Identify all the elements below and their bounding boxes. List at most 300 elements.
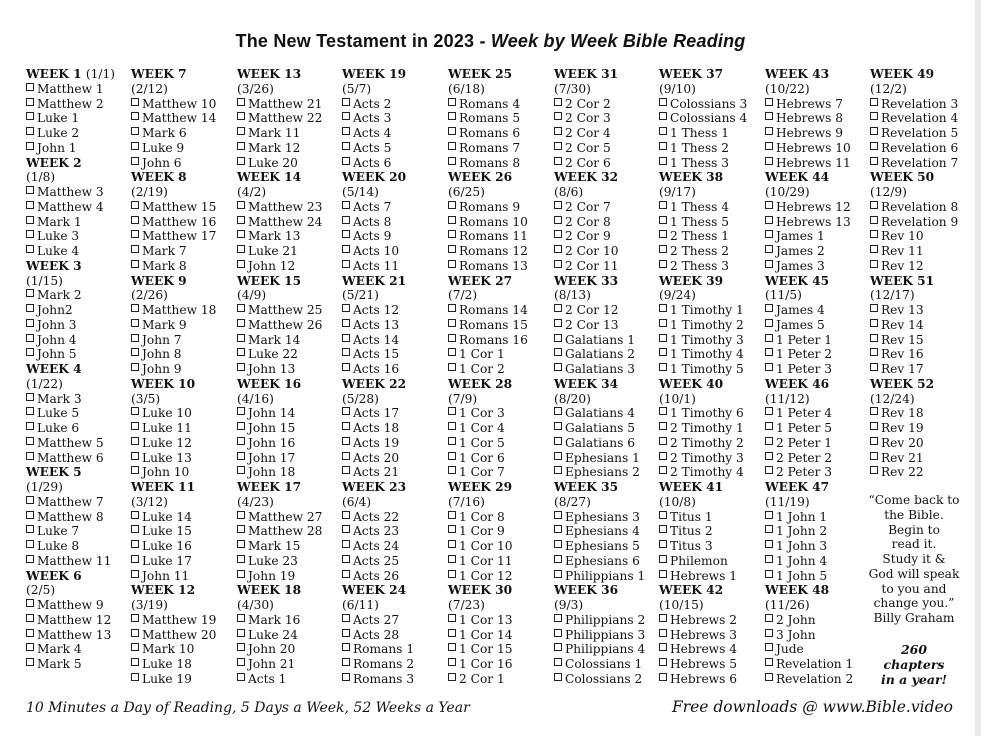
checkbox-icon[interactable] <box>26 422 34 430</box>
checkbox-icon[interactable] <box>448 614 456 622</box>
checkbox-icon[interactable] <box>659 673 667 681</box>
checkbox-icon[interactable] <box>342 466 350 474</box>
checkbox-icon[interactable] <box>342 452 350 460</box>
checkbox-icon[interactable] <box>554 540 562 548</box>
checkbox-icon[interactable] <box>342 437 350 445</box>
checkbox-icon[interactable] <box>659 157 667 165</box>
checkbox-icon[interactable] <box>448 658 456 666</box>
checkbox-icon[interactable] <box>870 334 878 342</box>
checkbox-icon[interactable] <box>342 260 350 268</box>
checkbox-icon[interactable] <box>237 511 245 519</box>
checkbox-icon[interactable] <box>554 98 562 106</box>
checkbox-icon[interactable] <box>26 304 34 312</box>
checkbox-icon[interactable] <box>659 466 667 474</box>
checkbox-icon[interactable] <box>237 540 245 548</box>
checkbox-icon[interactable] <box>659 555 667 563</box>
checkbox-icon[interactable] <box>554 525 562 533</box>
checkbox-icon[interactable] <box>342 98 350 106</box>
checkbox-icon[interactable] <box>659 142 667 150</box>
checkbox-icon[interactable] <box>448 348 456 356</box>
checkbox-icon[interactable] <box>870 363 878 371</box>
checkbox-icon[interactable] <box>554 319 562 327</box>
reading-item <box>554 141 658 156</box>
checkbox-icon[interactable] <box>765 466 773 474</box>
checkbox-icon[interactable] <box>131 614 139 622</box>
checkbox-icon[interactable] <box>448 201 456 209</box>
checkbox-icon[interactable] <box>131 334 139 342</box>
reading-passage: 1 Cor 2 <box>459 362 505 376</box>
checkbox-icon[interactable] <box>131 570 139 578</box>
checkbox-icon[interactable] <box>26 216 34 224</box>
checkbox-icon[interactable] <box>342 201 350 209</box>
reading-passage: Philemon <box>670 553 728 568</box>
checkbox-icon[interactable] <box>237 127 245 135</box>
checkbox-icon[interactable] <box>659 511 667 519</box>
checkbox-icon[interactable] <box>448 334 456 342</box>
checkbox-icon[interactable] <box>342 673 350 681</box>
checkbox-icon[interactable] <box>554 466 562 474</box>
checkbox-icon[interactable] <box>765 614 773 622</box>
checkbox-icon[interactable] <box>448 245 456 253</box>
checkbox-icon[interactable] <box>26 127 34 135</box>
checkbox-icon[interactable] <box>659 658 667 666</box>
reading-passage: Matthew 2 <box>37 96 104 111</box>
checkbox-icon[interactable] <box>659 422 667 430</box>
checkbox-icon[interactable] <box>342 245 350 253</box>
checkbox-icon[interactable] <box>342 658 350 666</box>
week-date-line <box>765 598 869 613</box>
checkbox-icon[interactable] <box>870 348 878 356</box>
checkbox-icon[interactable] <box>765 304 773 312</box>
checkbox-icon[interactable] <box>659 348 667 356</box>
checkbox-icon[interactable] <box>26 83 34 91</box>
checkbox-icon[interactable] <box>26 407 34 415</box>
reading-item <box>554 436 658 451</box>
reading-item <box>870 451 974 466</box>
checkbox-icon[interactable] <box>26 186 34 194</box>
checkbox-icon[interactable] <box>26 201 34 209</box>
checkbox-icon[interactable] <box>870 216 878 224</box>
checkbox-icon[interactable] <box>554 230 562 238</box>
checkbox-icon[interactable] <box>448 643 456 651</box>
reading-item <box>554 111 658 126</box>
checkbox-icon[interactable] <box>342 304 350 312</box>
checkbox-icon[interactable] <box>554 348 562 356</box>
checkbox-icon[interactable] <box>448 511 456 519</box>
checkbox-icon[interactable] <box>659 525 667 533</box>
checkbox-icon[interactable] <box>659 304 667 312</box>
checkbox-icon[interactable] <box>659 319 667 327</box>
checkbox-icon[interactable] <box>765 98 773 106</box>
checkbox-icon[interactable] <box>765 260 773 268</box>
checkbox-icon[interactable] <box>26 112 34 120</box>
checkbox-icon[interactable] <box>554 555 562 563</box>
checkbox-icon[interactable] <box>342 363 350 371</box>
checkbox-icon[interactable] <box>659 245 667 253</box>
checkbox-icon[interactable] <box>659 570 667 578</box>
checkbox-icon[interactable] <box>765 230 773 238</box>
checkbox-icon[interactable] <box>448 260 456 268</box>
checkbox-icon[interactable] <box>26 555 34 563</box>
checkbox-icon[interactable] <box>342 629 350 637</box>
checkbox-icon[interactable] <box>765 127 773 135</box>
checkbox-icon[interactable] <box>659 614 667 622</box>
reading-item <box>342 628 446 643</box>
checkbox-icon[interactable] <box>870 452 878 460</box>
checkbox-icon[interactable] <box>448 525 456 533</box>
checkbox-icon[interactable] <box>26 348 34 356</box>
checkbox-icon[interactable] <box>342 407 350 415</box>
checkbox-icon[interactable] <box>448 629 456 637</box>
checkbox-icon[interactable] <box>554 363 562 371</box>
checkbox-icon[interactable] <box>237 466 245 474</box>
checkbox-icon[interactable] <box>765 334 773 342</box>
checkbox-icon[interactable] <box>659 334 667 342</box>
checkbox-icon[interactable] <box>26 599 34 607</box>
checkbox-icon[interactable] <box>765 348 773 356</box>
week-date-line <box>659 495 763 510</box>
checkbox-icon[interactable] <box>765 422 773 430</box>
checkbox-icon[interactable] <box>870 142 878 150</box>
checkbox-icon[interactable] <box>765 540 773 548</box>
checkbox-icon[interactable] <box>765 245 773 253</box>
reading-item <box>26 657 130 672</box>
checkbox-icon[interactable] <box>131 363 139 371</box>
reading-passage: Acts 19 <box>353 435 400 450</box>
checkbox-icon[interactable] <box>237 201 245 209</box>
checkbox-icon[interactable] <box>765 363 773 371</box>
checkbox-icon[interactable] <box>237 452 245 460</box>
checkbox-icon[interactable] <box>342 142 350 150</box>
checkbox-icon[interactable] <box>659 98 667 106</box>
week-label: WEEK 49 <box>870 67 935 81</box>
checkbox-icon[interactable] <box>870 466 878 474</box>
checkbox-icon[interactable] <box>237 363 245 371</box>
checkbox-icon[interactable] <box>554 216 562 224</box>
checkbox-icon[interactable] <box>765 511 773 519</box>
week-date-line <box>765 185 869 200</box>
checkbox-icon[interactable] <box>554 407 562 415</box>
checkbox-icon[interactable] <box>448 555 456 563</box>
checkbox-icon[interactable] <box>237 142 245 150</box>
checkbox-icon[interactable] <box>342 422 350 430</box>
checkbox-icon[interactable] <box>237 658 245 666</box>
checkbox-icon[interactable] <box>765 673 773 681</box>
checkbox-icon[interactable] <box>131 555 139 563</box>
checkbox-icon[interactable] <box>131 673 139 681</box>
checkbox-icon[interactable] <box>131 466 139 474</box>
checkbox-icon[interactable] <box>131 511 139 519</box>
checkbox-icon[interactable] <box>659 201 667 209</box>
checkbox-icon[interactable] <box>554 629 562 637</box>
checkbox-icon[interactable] <box>448 112 456 120</box>
checkbox-icon[interactable] <box>765 643 773 651</box>
checkbox-icon[interactable] <box>659 452 667 460</box>
checkbox-icon[interactable] <box>448 452 456 460</box>
reading-item <box>448 97 552 112</box>
checkbox-icon[interactable] <box>342 525 350 533</box>
checkbox-icon[interactable] <box>237 525 245 533</box>
checkbox-icon[interactable] <box>342 555 350 563</box>
checkbox-icon[interactable] <box>26 643 34 651</box>
checkbox-icon[interactable] <box>765 452 773 460</box>
checkbox-icon[interactable] <box>870 157 878 165</box>
checkbox-icon[interactable] <box>554 334 562 342</box>
checkbox-icon[interactable] <box>870 437 878 445</box>
checkbox-icon[interactable] <box>342 614 350 622</box>
reading-passage: 2 Cor 7 <box>565 199 611 214</box>
checkbox-icon[interactable] <box>870 230 878 238</box>
reading-passage: Mark 7 <box>142 244 187 258</box>
checkbox-icon[interactable] <box>765 555 773 563</box>
checkbox-icon[interactable] <box>131 658 139 666</box>
checkbox-icon[interactable] <box>131 629 139 637</box>
checkbox-icon[interactable] <box>765 142 773 150</box>
checkbox-icon[interactable] <box>131 216 139 224</box>
checkbox-icon[interactable] <box>554 614 562 622</box>
checkbox-icon[interactable] <box>554 437 562 445</box>
checkbox-icon[interactable] <box>26 393 34 401</box>
checkbox-icon[interactable] <box>870 422 878 430</box>
checkbox-icon[interactable] <box>448 466 456 474</box>
week-label: WEEK 27 <box>448 273 513 288</box>
checkbox-icon[interactable] <box>659 629 667 637</box>
checkbox-icon[interactable] <box>342 511 350 519</box>
checkbox-icon[interactable] <box>765 319 773 327</box>
checkbox-icon[interactable] <box>237 157 245 165</box>
checkbox-icon[interactable] <box>870 112 878 120</box>
reading-passage: Matthew 20 <box>142 627 217 642</box>
checkbox-icon[interactable] <box>237 570 245 578</box>
checkbox-icon[interactable] <box>131 230 139 238</box>
reading-item <box>448 244 552 259</box>
checkbox-icon[interactable] <box>131 245 139 253</box>
checkbox-icon[interactable] <box>765 112 773 120</box>
checkbox-icon[interactable] <box>131 452 139 460</box>
checkbox-icon[interactable] <box>131 348 139 356</box>
checkbox-icon[interactable] <box>448 127 456 135</box>
checkbox-icon[interactable] <box>131 112 139 120</box>
reading-item <box>659 539 763 554</box>
checkbox-icon[interactable] <box>26 334 34 342</box>
checkbox-icon[interactable] <box>131 643 139 651</box>
checkbox-icon[interactable] <box>448 437 456 445</box>
checkbox-icon[interactable] <box>870 245 878 253</box>
checkbox-icon[interactable] <box>554 570 562 578</box>
checkbox-icon[interactable] <box>237 245 245 253</box>
checkbox-icon[interactable] <box>237 334 245 342</box>
checkbox-icon[interactable] <box>659 540 667 548</box>
reading-item <box>131 97 235 112</box>
checkbox-icon[interactable] <box>342 348 350 356</box>
checkbox-icon[interactable] <box>131 407 139 415</box>
checkbox-icon[interactable] <box>659 437 667 445</box>
checkbox-icon[interactable] <box>26 658 34 666</box>
reading-passage: Acts 23 <box>353 524 400 539</box>
checkbox-icon[interactable] <box>765 525 773 533</box>
checkbox-icon[interactable] <box>448 142 456 150</box>
checkbox-icon[interactable] <box>448 570 456 578</box>
checkbox-icon[interactable] <box>448 540 456 548</box>
footer-downloads-link[interactable]: Free downloads @ www.Bible.video <box>671 698 953 716</box>
checkbox-icon[interactable] <box>342 127 350 135</box>
checkbox-icon[interactable] <box>237 422 245 430</box>
checkbox-icon[interactable] <box>554 260 562 268</box>
checkbox-icon[interactable] <box>448 216 456 224</box>
checkbox-icon[interactable] <box>131 142 139 150</box>
checkbox-icon[interactable] <box>26 496 34 504</box>
checkbox-icon[interactable] <box>448 363 456 371</box>
checkbox-icon[interactable] <box>554 658 562 666</box>
reading-passage: 1 John 2 <box>776 524 828 539</box>
checkbox-icon[interactable] <box>765 216 773 224</box>
checkbox-icon[interactable] <box>870 98 878 106</box>
checkbox-icon[interactable] <box>659 230 667 238</box>
checkbox-icon[interactable] <box>237 407 245 415</box>
checkbox-icon[interactable] <box>131 540 139 548</box>
checkbox-icon[interactable] <box>26 525 34 533</box>
checkbox-icon[interactable] <box>342 334 350 342</box>
checkbox-icon[interactable] <box>870 127 878 135</box>
checkbox-icon[interactable] <box>870 304 878 312</box>
checkbox-icon[interactable] <box>26 98 34 106</box>
week-column <box>448 67 552 687</box>
checkbox-icon[interactable] <box>342 112 350 120</box>
checkbox-icon[interactable] <box>131 98 139 106</box>
checkbox-icon[interactable] <box>765 629 773 637</box>
reading-item <box>870 215 974 230</box>
checkbox-icon[interactable] <box>659 407 667 415</box>
checkbox-icon[interactable] <box>448 304 456 312</box>
week-label: WEEK 45 <box>765 273 830 288</box>
reading-item <box>342 347 446 362</box>
checkbox-icon[interactable] <box>870 407 878 415</box>
checkbox-icon[interactable] <box>26 245 34 253</box>
checkbox-icon[interactable] <box>870 201 878 209</box>
checkbox-icon[interactable] <box>237 555 245 563</box>
checkbox-icon[interactable] <box>237 98 245 106</box>
checkbox-icon[interactable] <box>659 363 667 371</box>
checkbox-icon[interactable] <box>448 407 456 415</box>
week-label: WEEK 33 <box>554 273 619 288</box>
checkbox-icon[interactable] <box>342 319 350 327</box>
checkbox-icon[interactable] <box>659 216 667 224</box>
checkbox-icon[interactable] <box>131 437 139 445</box>
checkbox-icon[interactable] <box>342 216 350 224</box>
checkbox-icon[interactable] <box>131 319 139 327</box>
reading-passage: Acts 21 <box>353 465 400 480</box>
checkbox-icon[interactable] <box>659 112 667 120</box>
checkbox-icon[interactable] <box>554 422 562 430</box>
checkbox-icon[interactable] <box>342 230 350 238</box>
reading-item <box>659 628 763 643</box>
checkbox-icon[interactable] <box>26 540 34 548</box>
checkbox-icon[interactable] <box>26 319 34 327</box>
checkbox-icon[interactable] <box>237 112 245 120</box>
checkbox-icon[interactable] <box>765 437 773 445</box>
reading-passage: Matthew 16 <box>142 214 217 229</box>
checkbox-icon[interactable] <box>237 260 245 268</box>
checkbox-icon[interactable] <box>26 230 34 238</box>
checkbox-icon[interactable] <box>765 407 773 415</box>
checkbox-icon[interactable] <box>765 570 773 578</box>
checkbox-icon[interactable] <box>448 422 456 430</box>
checkbox-icon[interactable] <box>554 157 562 165</box>
checkbox-icon[interactable] <box>659 127 667 135</box>
checkbox-icon[interactable] <box>448 673 456 681</box>
checkbox-icon[interactable] <box>554 112 562 120</box>
checkbox-icon[interactable] <box>554 142 562 150</box>
checkbox-icon[interactable] <box>237 304 245 312</box>
checkbox-icon[interactable] <box>870 319 878 327</box>
week-date-line <box>765 82 869 97</box>
checkbox-icon[interactable] <box>448 230 456 238</box>
checkbox-icon[interactable] <box>554 201 562 209</box>
checkbox-icon[interactable] <box>131 127 139 135</box>
week-heading <box>448 274 552 289</box>
checkbox-icon[interactable] <box>554 127 562 135</box>
checkbox-icon[interactable] <box>237 230 245 238</box>
checkbox-icon[interactable] <box>237 348 245 356</box>
checkbox-icon[interactable] <box>870 260 878 268</box>
checkbox-icon[interactable] <box>554 304 562 312</box>
checkbox-icon[interactable] <box>131 304 139 312</box>
checkbox-icon[interactable] <box>342 570 350 578</box>
checkbox-icon[interactable] <box>131 157 139 165</box>
checkbox-icon[interactable] <box>659 643 667 651</box>
checkbox-icon[interactable] <box>765 157 773 165</box>
quote-line: the Bible. <box>884 507 944 522</box>
checkbox-icon[interactable] <box>237 673 245 681</box>
checkbox-icon[interactable] <box>342 540 350 548</box>
checkbox-icon[interactable] <box>26 511 34 519</box>
checkbox-icon[interactable] <box>237 437 245 445</box>
reading-item <box>870 347 974 362</box>
checkbox-icon[interactable] <box>26 452 34 460</box>
checkbox-icon[interactable] <box>237 643 245 651</box>
checkbox-icon[interactable] <box>448 98 456 106</box>
checkbox-icon[interactable] <box>765 201 773 209</box>
checkbox-icon[interactable] <box>237 614 245 622</box>
checkbox-icon[interactable] <box>342 157 350 165</box>
checkbox-icon[interactable] <box>237 629 245 637</box>
checkbox-icon[interactable] <box>26 629 34 637</box>
checkbox-icon[interactable] <box>554 511 562 519</box>
reading-passage: Romans 16 <box>459 332 528 347</box>
checkbox-icon[interactable] <box>554 245 562 253</box>
checkbox-icon[interactable] <box>554 643 562 651</box>
checkbox-icon[interactable] <box>26 437 34 445</box>
checkbox-icon[interactable] <box>26 289 34 297</box>
checkbox-icon[interactable] <box>554 673 562 681</box>
checkbox-icon[interactable] <box>659 260 667 268</box>
checkbox-icon[interactable] <box>765 658 773 666</box>
checkbox-icon[interactable] <box>131 422 139 430</box>
checkbox-icon[interactable] <box>131 525 139 533</box>
reading-item <box>554 229 658 244</box>
checkbox-icon[interactable] <box>448 157 456 165</box>
checkbox-icon[interactable] <box>237 216 245 224</box>
checkbox-icon[interactable] <box>26 142 34 150</box>
checkbox-icon[interactable] <box>26 614 34 622</box>
checkbox-icon[interactable] <box>131 260 139 268</box>
checkbox-icon[interactable] <box>342 643 350 651</box>
checkbox-icon[interactable] <box>131 201 139 209</box>
checkbox-icon[interactable] <box>237 319 245 327</box>
reading-passage: 2 Timothy 3 <box>670 450 744 465</box>
checkbox-icon[interactable] <box>554 452 562 460</box>
checkbox-icon[interactable] <box>448 319 456 327</box>
